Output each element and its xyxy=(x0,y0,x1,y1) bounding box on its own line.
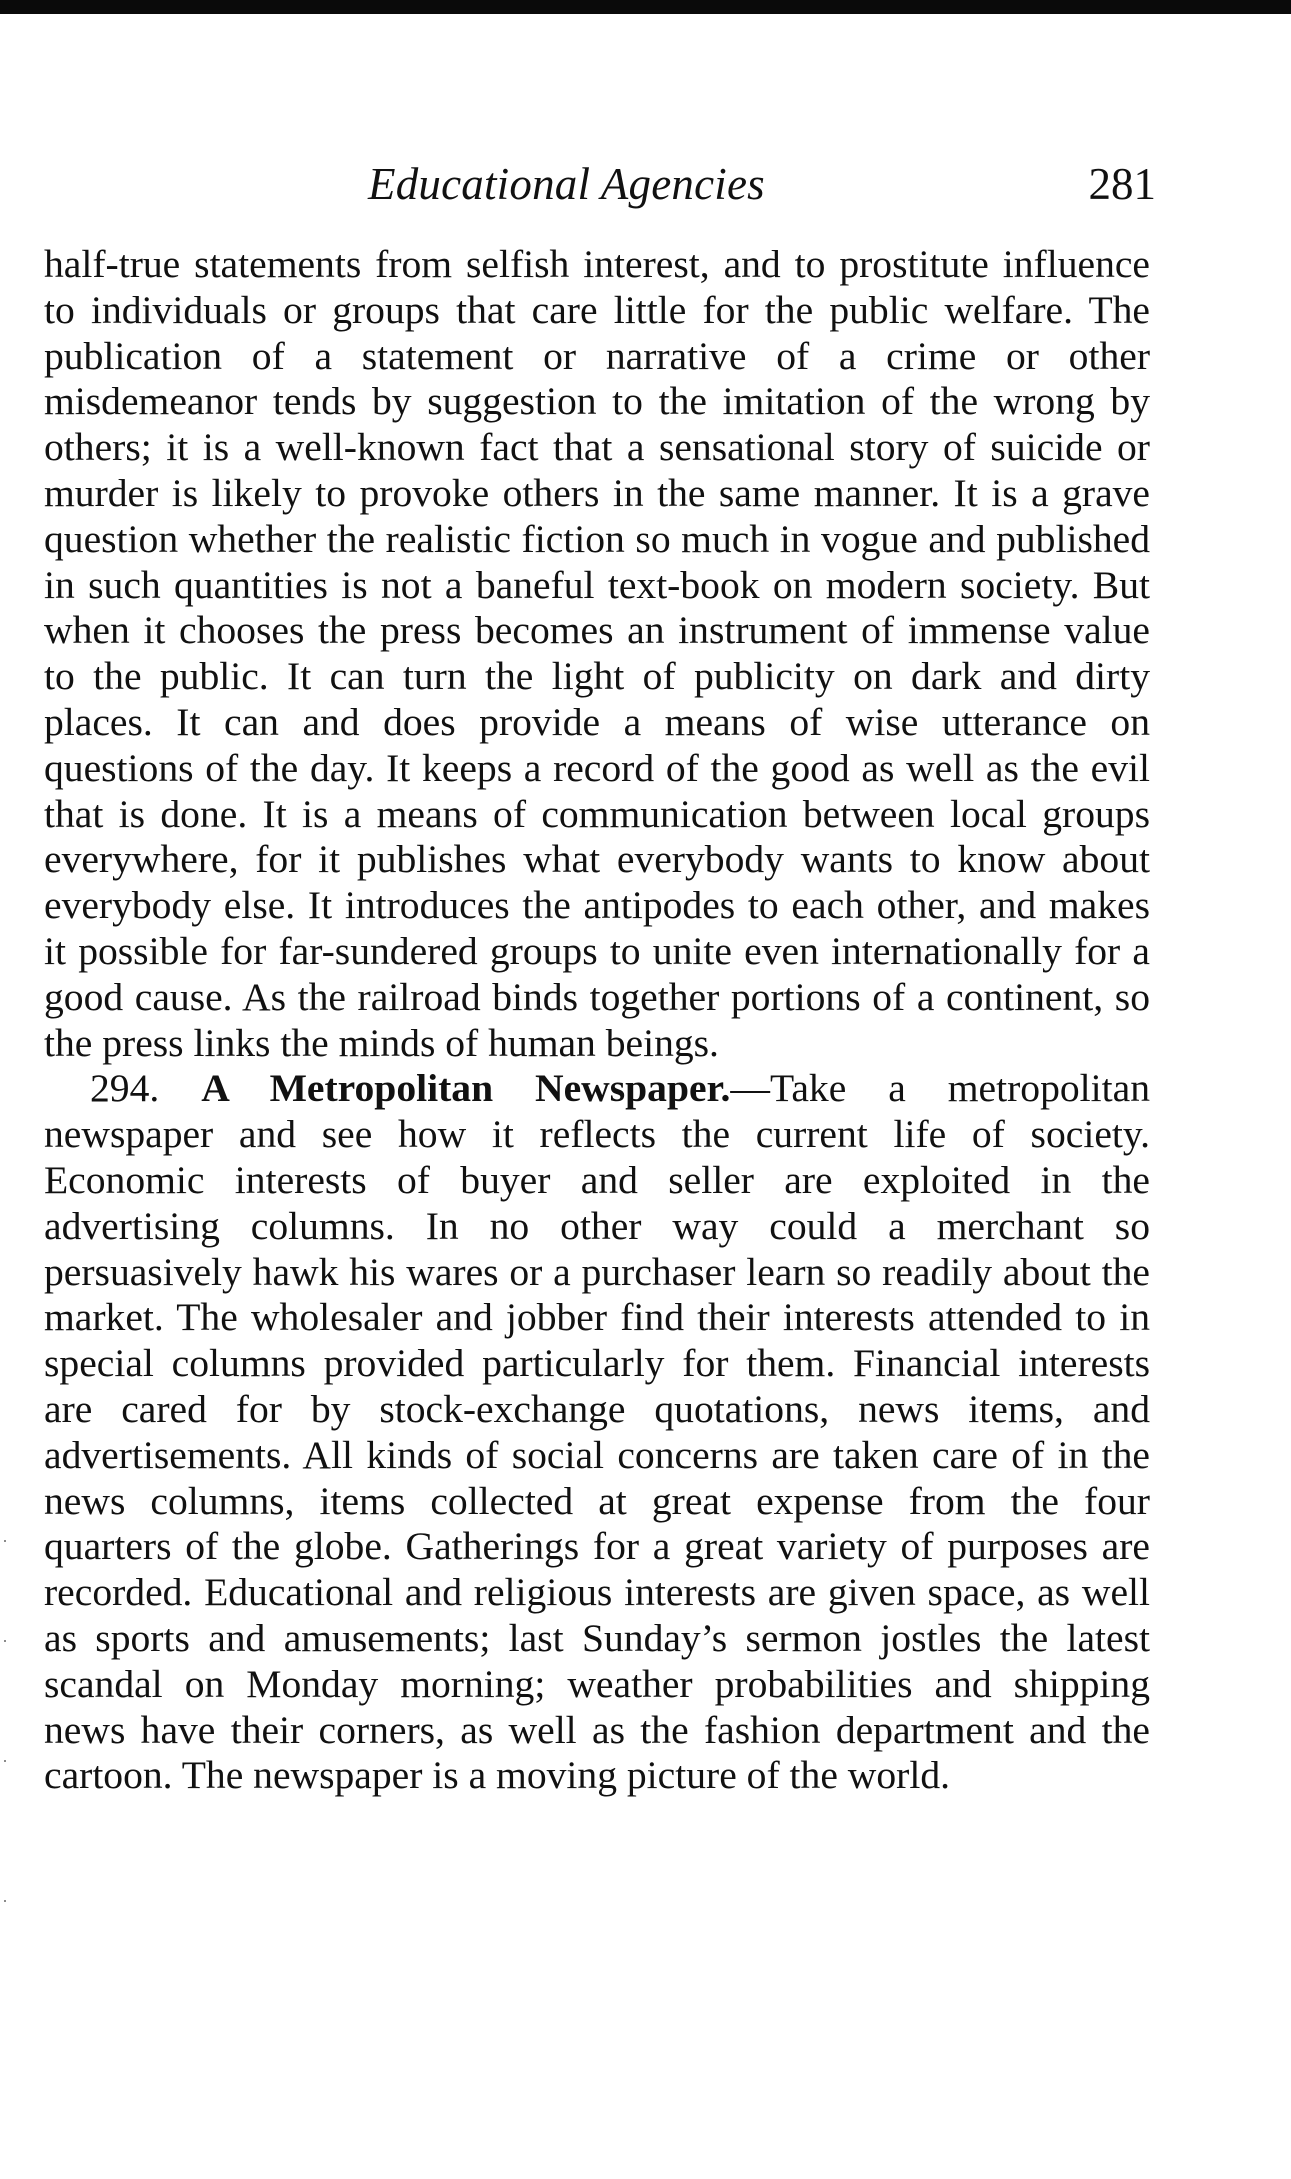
margin-speck xyxy=(4,1640,6,1642)
page-top-edge xyxy=(0,0,1291,14)
running-title: Educational Agencies xyxy=(368,159,765,209)
paragraph-continued: half-true statements from selfish interest, and to prostitute influence to individuals or groups that care little for the public welfare. The publication of a statement or narrative of a crime or other misdemeanor tends by suggestion to the imitation of the wrong by others; it is a well-known fact that a sensational story of suicide or murder is likely to provoke others in the same manner. It is a grave question whether the realistic fiction so much in vogue and published in such quantities is not a baneful text-book on modern society. But when it chooses the press becomes an instrument of immense value to the public. It can turn the light of publicity on dark and dirty places. It can and does provide a means of wise utterance on questions of the day. It keeps a record of the good as well as the evil that is done. It is a means of communication between local groups everywhere, for it publishes what everybody wants to know about everybody else. It introduces the antipodes to each other, and makes it possible for far-sundered groups to unite even internationally for a good cause. As the railroad binds together portions of a continent, so the press links the minds of human beings. xyxy=(44,242,1150,1065)
running-head xyxy=(44,158,1156,228)
book-page xyxy=(44,158,1156,1799)
section-number: 294. xyxy=(90,1066,160,1111)
margin-speck xyxy=(4,1760,6,1762)
body-text xyxy=(44,242,1150,1799)
section-body: —Take a metropolitan newspaper and see how it reflects the current life of society. Economic interests of buyer and seller are exploited in the advertising columns. In no other way could a merchant so persuasively hawk his wares or a purchaser learn so readily about the market. The wholesaler and jobber find their interests attended to in special columns provided particularly for them. Financial interests are cared for by stock-exchange quotations, news items, and advertisements. All kinds of social concerns are taken care of in the news columns, items collected at great expense from the four quarters of the globe. Gatherings for a great variety of purposes are recorded. Educational and religious interests are given space, as well as sports and amusements; last Sunday’s sermon jostles the latest scandal on Monday morning; weather probabilities and shipping news have their corners, as well as the fashion department and the cartoon. The newspaper is a moving picture of the world. xyxy=(44,1066,1150,1798)
section-heading: A Metropolitan Newspaper. xyxy=(201,1066,731,1111)
margin-speck xyxy=(4,1900,6,1902)
section-294-paragraph xyxy=(44,1066,1150,1799)
margin-speck xyxy=(4,1540,6,1542)
page-number: 281 xyxy=(1088,159,1156,209)
